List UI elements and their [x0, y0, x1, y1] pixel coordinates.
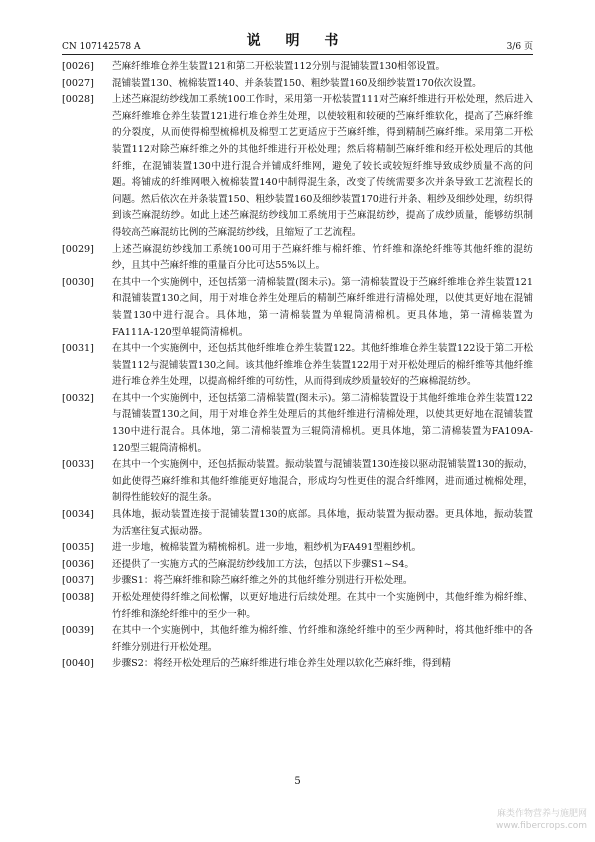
- paragraph-text: 在其中一个实施例中，还包括第一清棉装置(图未示)。第一清棉装置设于苎麻纤维堆仓养生装置121和混铺装置130之间，用于对堆仓养生处理后的精制苎麻纤维进行清棉处理，以使其更好地在混铺装置130中进行混合。具体地，第一清棉装置为单辊筒清棉机。更具体地，第一清棉装置为FA111A-120型单辊筒清棉机。: [112, 276, 533, 338]
- page-header: [62, 30, 533, 52]
- paragraph: [62, 275, 533, 341]
- header-rule: [62, 54, 533, 55]
- paragraph-number: [0031]: [62, 343, 94, 355]
- paragraph-text: 在其中一个实施例中，其他纤维为棉纤维、竹纤维和涤纶纤维中的至少两种时，将其他纤维中的各纤维分别进行开松处理。: [112, 625, 533, 653]
- paragraph-number: [0030]: [62, 276, 94, 288]
- paragraph: [62, 242, 533, 275]
- paragraph-text: 上述苎麻混纺纱线加工系统100可用于苎麻纤维与棉纤维、竹纤维和涤纶纤维等其他纤维的混纺纱，且其中苎麻纤维的重量百分比可达55%以上。: [112, 243, 533, 272]
- patent-number: CN 107142578 A: [62, 42, 141, 52]
- document-body: [62, 59, 533, 673]
- paragraph-text: 还提供了一实施方式的苎麻混纺纱线加工方法，包括以下步骤S1~S4。: [112, 558, 415, 570]
- paragraph-text: 具体地，振动装置连接于混铺装置130的底部。具体地，振动装置为振动器。更具体地，振动装置为活塞往复式振动器。: [112, 509, 533, 537]
- paragraph-text: 进一步地，梳棉装置为精梳棉机。进一步地，粗纱机为FA491型粗纱机。: [112, 542, 422, 554]
- page-number: 5: [294, 776, 301, 787]
- paragraph-text: 步骤S2：将经开松处理后的苎麻纤维进行堆仓养生处理以软化苎麻纤维，得到精: [112, 658, 451, 670]
- paragraph-number: [0037]: [62, 575, 94, 587]
- paragraph: [62, 59, 533, 76]
- paragraph-number: [0026]: [62, 61, 94, 72]
- page-title: 说 明 书: [246, 33, 349, 49]
- paragraph: [62, 590, 533, 623]
- watermark-title: 麻类作物营养与施肥网: [496, 809, 587, 819]
- paragraph-text: 步骤S1：将苎麻纤维和除苎麻纤维之外的其他纤维分别进行开松处理。: [112, 575, 413, 587]
- paragraph: [62, 656, 533, 673]
- paragraph-number: [0029]: [62, 243, 94, 255]
- paragraph-text: 在其中一个实施例中，还包括其他纤维堆仓养生装置122。其他纤维堆仓养生装置122设于第二开松装置112与混铺装置130之间。该其他纤维堆仓养生装置122用于对开松处理后的棉纤维等其他纤维进行堆仓养生处理，以提高棉纤维的可纺性，从而得到成纱质量较好的苎麻棉混纺纱。: [112, 343, 533, 388]
- paragraph-number: [0040]: [62, 658, 94, 670]
- paragraph-text: 开松处理使得纤维之间松懈，以更好地进行后续处理。在其中一个实施例中，其他纤维为棉纤维、竹纤维和涤纶纤维中的至少一种。: [112, 592, 533, 620]
- paragraph-text: 上述苎麻混纺纱线加工系统100工作时，采用第一开松装置111对苎麻纤维进行开松处理，然后进入苎麻纤维堆仓养生装置121进行堆仓养生处理，以使较粗和较硬的苎麻纤维软化，提高了苎麻纤维的分裂度，从而使得棉型梳棉机及棉型工艺更适应于苎麻纤维，得到精制苎麻纤维。采用第二开松装置112对除苎麻纤维之外的其他纤维进行开松处理；然后将精制苎麻纤维和经开松处理后的其他纤维，在混铺装置130中进行混合并铺成纤维网，避免了较长或较短纤维导致成纱质量不高的问题。将铺成的纤维网喂入梳棉装置140中制得混生条，改变了传统需要多次并条导致工艺流程长的问题。然后依次在并条装置150、粗纱装置160及细纱装置170进行并条、粗纱及细纱处理，纺织得到该苎麻混纺纱。如此上述苎麻混纺纱线加工系统用于苎麻混纺纱，提高了成纱质量，能够纺织制得较高苎麻混纺比例的苎麻混纺纱线，且缩短了工艺流程。: [112, 94, 533, 238]
- paragraph: [62, 507, 533, 540]
- page-indicator: 3/6 页: [506, 42, 533, 52]
- paragraph-text: 在其中一个实施例中，还包括第二清棉装置(图未示)。第二清棉装置设于其他纤维堆仓养生装置122与混铺装置130之间，用于对堆仓养生处理后的其他纤维进行清棉处理，以使其更好地在混铺装置130中进行混合。具体地，第二清棉装置为三辊筒清棉机。更具体地，第二清棉装置为FA109A-120型三辊筒清棉机。: [112, 392, 533, 454]
- paragraph-number: [0038]: [62, 592, 94, 603]
- paragraph-number: [0033]: [62, 459, 94, 471]
- paragraph: [62, 92, 533, 241]
- paragraph-number: [0027]: [62, 77, 94, 89]
- paragraph-number: [0036]: [62, 558, 94, 570]
- paragraph: [62, 391, 533, 457]
- watermark-url: www.fibercrops.com: [496, 821, 587, 831]
- paragraph-number: [0028]: [62, 94, 94, 106]
- paragraph-text: 混铺装置130、梳棉装置140、并条装置150、粗纱装置160及细纱装置170依次设置。: [112, 77, 482, 89]
- paragraph-number: [0035]: [62, 542, 94, 554]
- paragraph-number: [0034]: [62, 509, 94, 521]
- paragraph: [62, 540, 533, 557]
- paragraph-text: 苎麻纤维堆仓养生装置121和第二开松装置112分别与混铺装置130相邻设置。: [112, 61, 446, 72]
- paragraph: [62, 557, 533, 574]
- paragraph: [62, 457, 533, 507]
- paragraph: [62, 573, 533, 590]
- paragraph-number: [0039]: [62, 625, 94, 637]
- paragraph-number: [0032]: [62, 392, 94, 404]
- paragraph: [62, 623, 533, 656]
- paragraph: [62, 341, 533, 391]
- paragraph-text: 在其中一个实施例中，还包括振动装置。振动装置与混铺装置130连接以驱动混铺装置130的振动，如此使得苎麻纤维和其他纤维能更好地混合，形成均匀性更佳的混合纤维网，进而通过梳棉处理，制得性能较好的混生条。: [112, 459, 533, 504]
- watermark: [496, 808, 587, 832]
- paragraph: [62, 76, 533, 93]
